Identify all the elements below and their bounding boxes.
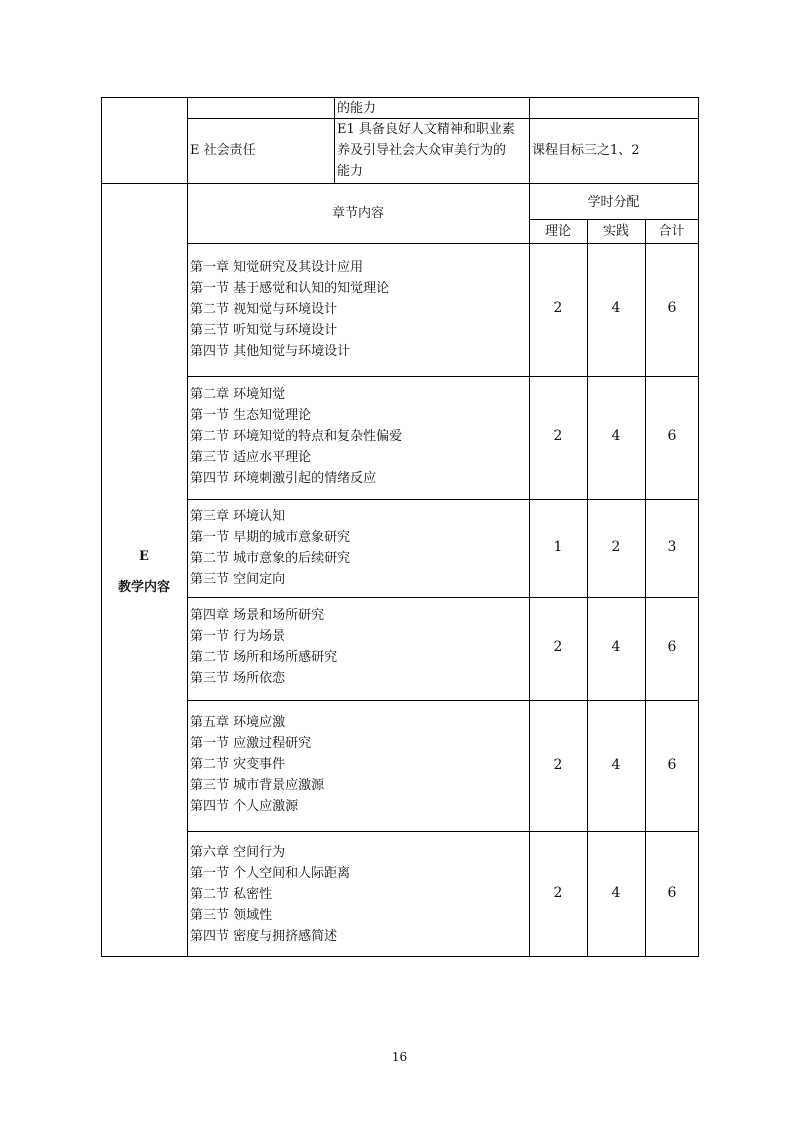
section-code: E <box>139 549 149 564</box>
chapter-4-theory: 2 <box>553 639 563 655</box>
rule <box>101 183 699 184</box>
chapter-line: 第三节 城市背景应激源 <box>190 778 325 793</box>
chapter-4-content <box>190 605 337 689</box>
rule <box>334 97 335 183</box>
chapter-line: 第一节 生态知觉理论 <box>190 408 312 423</box>
chapter-1-theory: 2 <box>553 300 563 316</box>
chapter-line: 第四节 环境刺激引起的情绪反应 <box>190 471 377 486</box>
rule <box>587 219 588 957</box>
section-label: 教学内容 <box>117 580 170 595</box>
chapter-line: 第四节 密度与拥挤感简述 <box>190 929 338 944</box>
chapter-line: 第一章 知觉研究及其设计应用 <box>190 260 364 275</box>
rule <box>187 376 699 377</box>
chapter-line: 第一节 基于感觉和认知的知觉理论 <box>190 281 390 296</box>
header-hours: 学时分配 <box>587 195 640 210</box>
chapter-line: 第三节 领域性 <box>190 908 273 923</box>
chapter-2-theory: 2 <box>553 428 563 444</box>
indicator-social-responsibility: E 社会责任 <box>190 143 256 158</box>
chapter-line: 第三章 环境认知 <box>190 509 286 524</box>
indicator-description-line: 养及引导社会大众审美行为的 <box>337 143 507 158</box>
chapter-line: 第六章 空间行为 <box>190 845 286 860</box>
chapter-line: 第二节 环境知觉的特点和复杂性偏爱 <box>190 429 403 444</box>
rule <box>101 97 699 98</box>
chapter-3-theory: 1 <box>553 539 563 555</box>
chapter-line: 第二节 场所和场所感研究 <box>190 650 338 665</box>
chapter-line: 第三节 空间定向 <box>190 572 286 587</box>
rule <box>187 597 699 598</box>
chapter-3-total: 3 <box>667 539 677 555</box>
indicator-description-line: E1 具备良好人文精神和职业素 <box>337 122 515 137</box>
chapter-line: 第四节 个人应激源 <box>190 799 299 814</box>
chapter-line: 第一节 个人空间和人际距离 <box>190 866 351 881</box>
rule <box>698 97 699 957</box>
chapter-line: 第四节 其他知觉与环境设计 <box>190 344 351 359</box>
chapter-line: 第二节 城市意象的后续研究 <box>190 551 351 566</box>
header-total: 合计 <box>658 224 685 239</box>
chapter-6-total: 6 <box>667 885 677 901</box>
chapter-line: 第二节 视知觉与环境设计 <box>190 302 338 317</box>
chapter-3-practice: 2 <box>611 539 621 555</box>
rule <box>187 97 188 957</box>
chapter-line: 第四章 场景和场所研究 <box>190 608 325 623</box>
page-number: 16 <box>391 1050 408 1064</box>
chapter-5-practice: 4 <box>611 757 621 773</box>
chapter-line: 第一节 早期的城市意象研究 <box>190 530 351 545</box>
chapter-line: 第二章 环境知觉 <box>190 387 286 402</box>
chapter-3-content <box>190 506 350 590</box>
rule <box>187 499 699 500</box>
chapter-6-theory: 2 <box>553 885 563 901</box>
chapter-line: 第一节 应激过程研究 <box>190 736 312 751</box>
ability-continuation: 的能力 <box>337 101 377 116</box>
chapter-6-content <box>190 842 350 947</box>
chapter-1-practice: 4 <box>611 300 621 316</box>
chapter-2-practice: 4 <box>611 428 621 444</box>
rule <box>529 219 699 220</box>
chapter-4-practice: 4 <box>611 639 621 655</box>
chapter-line: 第三节 适应水平理论 <box>190 450 312 465</box>
chapter-5-content <box>190 712 324 817</box>
chapter-line: 第一节 行为场景 <box>190 629 286 644</box>
chapter-2-content <box>190 384 402 489</box>
chapter-2-total: 6 <box>667 428 677 444</box>
header-practice: 实践 <box>602 224 629 239</box>
chapter-line: 第三节 场所依恋 <box>190 671 286 686</box>
rule <box>101 97 102 957</box>
chapter-line: 第三节 听知觉与环境设计 <box>190 323 338 338</box>
rule <box>645 219 646 957</box>
chapter-1-content <box>190 257 389 362</box>
header-chapter-content: 章节内容 <box>331 206 384 221</box>
chapter-4-total: 6 <box>667 639 677 655</box>
rule <box>187 243 699 244</box>
chapter-6-practice: 4 <box>611 885 621 901</box>
header-theory: 理论 <box>544 224 571 239</box>
chapter-5-total: 6 <box>667 757 677 773</box>
rule <box>101 956 699 957</box>
chapter-line: 第二节 私密性 <box>190 887 273 902</box>
course-target: 课程目标三之1、2 <box>532 143 640 158</box>
chapter-line: 第五章 环境应激 <box>190 715 286 730</box>
chapter-1-total: 6 <box>667 300 677 316</box>
indicator-description-line: 能力 <box>337 164 364 179</box>
rule <box>187 831 699 832</box>
rule <box>187 700 699 701</box>
chapter-line: 第二节 灾变事件 <box>190 757 286 772</box>
chapter-5-theory: 2 <box>553 757 563 773</box>
